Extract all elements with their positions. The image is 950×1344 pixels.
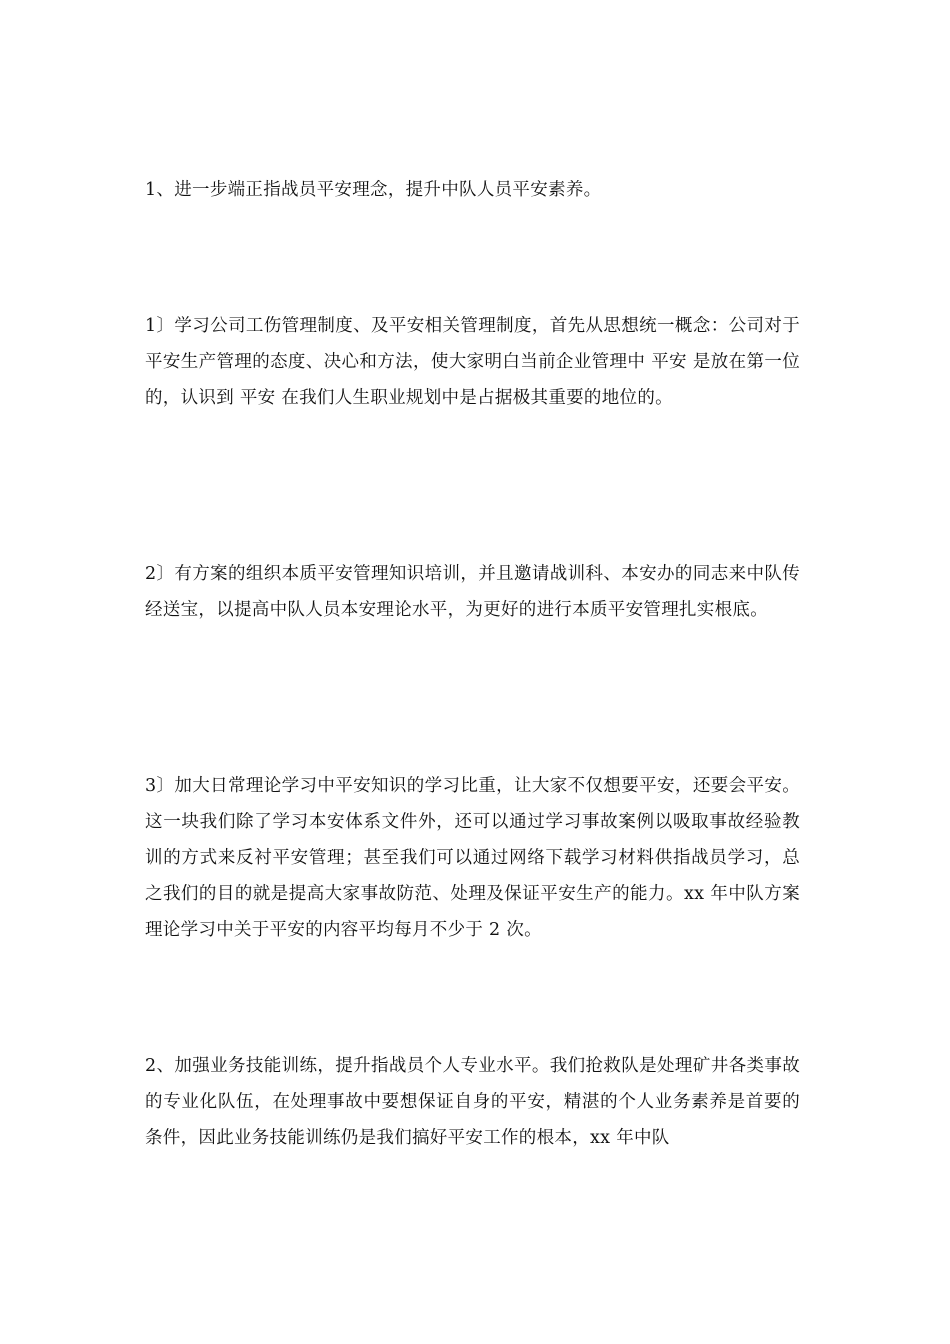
paragraph-1: 1、进一步端正指战员平安理念，提升中队人员平安素养。 bbox=[145, 179, 602, 200]
paragraph-3: 2〕有方案的组织本质平安管理知识培训，并且邀请战训科、本安办的同志来中队传经送宝，以提高中队人员本安理论水平，为更好的进行本质平安管理扎实根底。 bbox=[145, 563, 800, 620]
paragraph-2: 1〕学习公司工伤管理制度、及平安相关管理制度，首先从思想统一概念：公司对于平安生产管理的态度、决心和方法，使大家明白当前企业管理中 平安 是放在第一位的，认识到 平安 在我们人生职业规划中是占据极其重要的地位的。 bbox=[145, 315, 800, 408]
paragraph-4: 3〕加大日常理论学习中平安知识的学习比重，让大家不仅想要平安，还要会平安。这一块我们除了学习本安体系文件外，还可以通过学习事故案例以吸取事故经验教训的方式来反衬平安管理；甚至我们可以通过网络下载学习材料供指战员学习，总之我们的目的就是提高大家事故防范、处理及保证平安生产的能力。xx 年中队方案理论学习中关于平安的内容平均每月不少于 2 次。 bbox=[145, 775, 800, 940]
paragraph-5: 2、加强业务技能训练，提升指战员个人专业水平。我们抢救队是处理矿井各类事故的专业化队伍，在处理事故中要想保证自身的平安，精湛的个人业务素养是首要的条件，因此业务技能训练仍是我们搞好平安工作的根本，xx 年中队 bbox=[145, 1055, 800, 1148]
